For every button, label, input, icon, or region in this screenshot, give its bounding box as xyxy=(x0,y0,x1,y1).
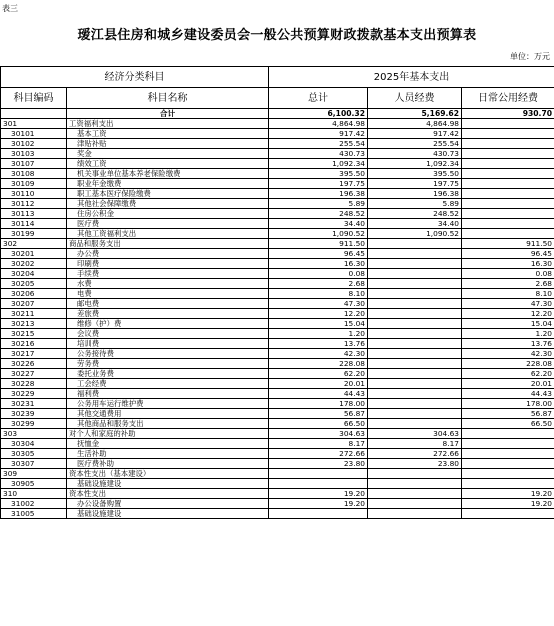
table-row xyxy=(1,489,554,499)
cell-name: 机关事业单位基本养老保险缴费 xyxy=(67,169,269,179)
cell-personnel xyxy=(368,359,462,369)
table-row xyxy=(1,479,554,489)
cell-public xyxy=(462,219,554,229)
cell-public: 96.45 xyxy=(462,249,554,259)
table-row xyxy=(1,239,554,249)
cell-public: 66.50 xyxy=(462,419,554,429)
cell-name: 会议费 xyxy=(67,329,269,339)
cell-public: 19.20 xyxy=(462,499,554,509)
table-row xyxy=(1,449,554,459)
table-row xyxy=(1,269,554,279)
cell-code: 30110 xyxy=(1,189,67,199)
cell-personnel: 255.54 xyxy=(368,139,462,149)
cell-total: 19.20 xyxy=(269,499,368,509)
table-row xyxy=(1,219,554,229)
cell-total xyxy=(269,479,368,489)
cell-name: 培训费 xyxy=(67,339,269,349)
cell-personnel xyxy=(368,509,462,519)
cell-personnel: 34.40 xyxy=(368,219,462,229)
cell-personnel xyxy=(368,499,462,509)
cell-public xyxy=(462,479,554,489)
cell-code: 30202 xyxy=(1,259,67,269)
cell-personnel xyxy=(368,279,462,289)
table-row xyxy=(1,499,554,509)
cell-personnel: 304.63 xyxy=(368,429,462,439)
cell-public xyxy=(462,459,554,469)
table-row xyxy=(1,229,554,239)
cell-personnel xyxy=(368,309,462,319)
table-row xyxy=(1,429,554,439)
table-row xyxy=(1,329,554,339)
cell-personnel: 4,864.98 xyxy=(368,119,462,129)
cell-personnel xyxy=(368,489,462,499)
cell-personnel xyxy=(368,399,462,409)
cell-name: 劳务费 xyxy=(67,359,269,369)
table-row xyxy=(1,309,554,319)
cell-personnel: 395.50 xyxy=(368,169,462,179)
cell-name: 差旅费 xyxy=(67,309,269,319)
table-row xyxy=(1,389,554,399)
cell-name: 资本性支出（基本建设） xyxy=(67,469,269,479)
cell-code: 31002 xyxy=(1,499,67,509)
cell-total: 12.20 xyxy=(269,309,368,319)
cell-personnel xyxy=(368,379,462,389)
header-group-right: 2025年基本支出 xyxy=(269,67,554,88)
sheet-tag: 表三 xyxy=(2,4,18,13)
cell-code: 30206 xyxy=(1,289,67,299)
table-row xyxy=(1,189,554,199)
cell-public: 16.30 xyxy=(462,259,554,269)
cell-name: 办公费 xyxy=(67,249,269,259)
cell-code: 30107 xyxy=(1,159,67,169)
header-personnel: 人员经费 xyxy=(368,88,462,109)
cell-name: 其他社会保障缴费 xyxy=(67,199,269,209)
cell-total: 62.20 xyxy=(269,369,368,379)
cell-total: 47.30 xyxy=(269,299,368,309)
cell-code: 301 xyxy=(1,119,67,129)
cell-public: 228.08 xyxy=(462,359,554,369)
cell-code: 30101 xyxy=(1,129,67,139)
table-row xyxy=(1,289,554,299)
table-row xyxy=(1,409,554,419)
table-row xyxy=(1,509,554,519)
cell-code: 30112 xyxy=(1,199,67,209)
cell-name: 津贴补贴 xyxy=(67,139,269,149)
cell-total: 911.50 xyxy=(269,239,368,249)
table-row xyxy=(1,419,554,429)
cell-total: 1,090.52 xyxy=(269,229,368,239)
table-row xyxy=(1,169,554,179)
cell-total xyxy=(269,469,368,479)
budget-table xyxy=(0,66,554,519)
cell-code: 30307 xyxy=(1,459,67,469)
cell-personnel xyxy=(368,479,462,489)
table-row xyxy=(1,159,554,169)
header-name: 科目名称 xyxy=(67,88,269,109)
cell-code: 30304 xyxy=(1,439,67,449)
cell-public xyxy=(462,449,554,459)
cell-name: 工资福利支出 xyxy=(67,119,269,129)
header-public: 日常公用经费 xyxy=(462,88,554,109)
cell-code: 309 xyxy=(1,469,67,479)
cell-total: 5.89 xyxy=(269,199,368,209)
cell-code: 30199 xyxy=(1,229,67,239)
table-row xyxy=(1,319,554,329)
cell-personnel xyxy=(368,259,462,269)
cell-code: 30227 xyxy=(1,369,67,379)
table-row xyxy=(1,179,554,189)
cell-code: 30228 xyxy=(1,379,67,389)
cell-code: 310 xyxy=(1,489,67,499)
cell-total: 196.38 xyxy=(269,189,368,199)
cell-code: 30205 xyxy=(1,279,67,289)
cell-public: 19.20 xyxy=(462,489,554,499)
cell-public xyxy=(462,439,554,449)
cell-name: 印刷费 xyxy=(67,259,269,269)
cell-public: 62.20 xyxy=(462,369,554,379)
cell-public: 20.01 xyxy=(462,379,554,389)
cell-name: 电费 xyxy=(67,289,269,299)
cell-personnel xyxy=(368,469,462,479)
cell-public xyxy=(462,149,554,159)
cell-personnel xyxy=(368,269,462,279)
cell-public xyxy=(462,129,554,139)
table-row xyxy=(1,119,554,129)
table-row xyxy=(1,209,554,219)
cell-name: 基础设施建设 xyxy=(67,509,269,519)
cell-name: 医疗费补助 xyxy=(67,459,269,469)
cell-total: 248.52 xyxy=(269,209,368,219)
cell-total: 96.45 xyxy=(269,249,368,259)
cell-personnel xyxy=(368,389,462,399)
cell-name: 基本工资 xyxy=(67,129,269,139)
cell-public: 44.43 xyxy=(462,389,554,399)
cell-personnel xyxy=(368,299,462,309)
cell-code: 30215 xyxy=(1,329,67,339)
cell-code: 302 xyxy=(1,239,67,249)
cell-personnel: 272.66 xyxy=(368,449,462,459)
cell-code: 30114 xyxy=(1,219,67,229)
cell-total: 1.20 xyxy=(269,329,368,339)
cell-public: 15.04 xyxy=(462,319,554,329)
cell-name: 其他交通费用 xyxy=(67,409,269,419)
cell-public: 0.08 xyxy=(462,269,554,279)
cell-name: 医疗费 xyxy=(67,219,269,229)
cell-personnel: 5.89 xyxy=(368,199,462,209)
unit-label: 单位：万元 xyxy=(510,52,550,61)
cell-public: 911.50 xyxy=(462,239,554,249)
cell-code: 30229 xyxy=(1,389,67,399)
page-title: 瑷江县住房和城乡建设委员会一般公共预算财政拨款基本支出预算表 xyxy=(77,28,477,43)
cell-personnel: 1,092.34 xyxy=(368,159,462,169)
cell-public: 1.20 xyxy=(462,329,554,339)
cell-public xyxy=(462,139,554,149)
cell-code: 30102 xyxy=(1,139,67,149)
cell-personnel xyxy=(368,239,462,249)
cell-total: 42.30 xyxy=(269,349,368,359)
table-row xyxy=(1,259,554,269)
cell-name: 商品和服务支出 xyxy=(67,239,269,249)
cell-name: 其他工资福利支出 xyxy=(67,229,269,239)
table-row xyxy=(1,139,554,149)
cell-code: 30299 xyxy=(1,419,67,429)
table-row xyxy=(1,359,554,369)
cell-public xyxy=(462,179,554,189)
cell-total: 34.40 xyxy=(269,219,368,229)
cell-total xyxy=(269,509,368,519)
cell-personnel xyxy=(368,369,462,379)
cell-name: 对个人和家庭的补助 xyxy=(67,429,269,439)
cell-public: 47.30 xyxy=(462,299,554,309)
cell-total: 2.68 xyxy=(269,279,368,289)
cell-name: 福利费 xyxy=(67,389,269,399)
cell-code: 30109 xyxy=(1,179,67,189)
cell-name: 职业年金缴费 xyxy=(67,179,269,189)
cell-public xyxy=(462,199,554,209)
cell-total: 0.08 xyxy=(269,269,368,279)
cell-total: 4,864.98 xyxy=(269,119,368,129)
cell-personnel xyxy=(368,249,462,259)
table-row xyxy=(1,469,554,479)
total-label: 合计 xyxy=(67,109,269,119)
cell-public: 42.30 xyxy=(462,349,554,359)
header-total: 总计 xyxy=(269,88,368,109)
cell-name: 委托业务费 xyxy=(67,369,269,379)
cell-code: 30108 xyxy=(1,169,67,179)
cell-total: 19.20 xyxy=(269,489,368,499)
cell-name: 抚恤金 xyxy=(67,439,269,449)
total-public: 930.70 xyxy=(462,109,554,119)
cell-personnel: 196.38 xyxy=(368,189,462,199)
table-row xyxy=(1,379,554,389)
cell-total: 430.73 xyxy=(269,149,368,159)
cell-personnel: 1,090.52 xyxy=(368,229,462,239)
cell-public xyxy=(462,209,554,219)
total-row xyxy=(1,109,554,119)
cell-personnel xyxy=(368,339,462,349)
cell-code: 303 xyxy=(1,429,67,439)
cell-total: 178.00 xyxy=(269,399,368,409)
cell-code: 30305 xyxy=(1,449,67,459)
cell-personnel: 248.52 xyxy=(368,209,462,219)
cell-personnel: 8.17 xyxy=(368,439,462,449)
cell-name: 其他商品和服务支出 xyxy=(67,419,269,429)
cell-public xyxy=(462,429,554,439)
cell-public xyxy=(462,229,554,239)
cell-personnel xyxy=(368,419,462,429)
cell-personnel xyxy=(368,409,462,419)
cell-public: 12.20 xyxy=(462,309,554,319)
cell-personnel: 430.73 xyxy=(368,149,462,159)
table-row xyxy=(1,369,554,379)
total-personnel: 5,169.62 xyxy=(368,109,462,119)
cell-public xyxy=(462,159,554,169)
cell-code: 30217 xyxy=(1,349,67,359)
cell-code: 30231 xyxy=(1,399,67,409)
table-row xyxy=(1,199,554,209)
table-row xyxy=(1,279,554,289)
cell-total: 66.50 xyxy=(269,419,368,429)
cell-name: 基础设施建设 xyxy=(67,479,269,489)
cell-total: 44.43 xyxy=(269,389,368,399)
cell-name: 邮电费 xyxy=(67,299,269,309)
cell-name: 公务用车运行维护费 xyxy=(67,399,269,409)
cell-code: 31005 xyxy=(1,509,67,519)
table-row xyxy=(1,299,554,309)
cell-name: 工会经费 xyxy=(67,379,269,389)
cell-code: 30113 xyxy=(1,209,67,219)
cell-public: 13.76 xyxy=(462,339,554,349)
cell-total: 23.80 xyxy=(269,459,368,469)
cell-public xyxy=(462,119,554,129)
table-row xyxy=(1,339,554,349)
table-row xyxy=(1,349,554,359)
cell-total: 16.30 xyxy=(269,259,368,269)
cell-name: 手续费 xyxy=(67,269,269,279)
cell-code: 30103 xyxy=(1,149,67,159)
cell-public xyxy=(462,509,554,519)
table-row xyxy=(1,249,554,259)
cell-personnel: 197.75 xyxy=(368,179,462,189)
cell-total: 20.01 xyxy=(269,379,368,389)
cell-name: 绩效工资 xyxy=(67,159,269,169)
cell-name: 住房公积金 xyxy=(67,209,269,219)
table-row xyxy=(1,129,554,139)
cell-personnel: 917.42 xyxy=(368,129,462,139)
cell-public: 2.68 xyxy=(462,279,554,289)
cell-total: 197.75 xyxy=(269,179,368,189)
cell-personnel xyxy=(368,319,462,329)
table-row xyxy=(1,149,554,159)
cell-total: 13.76 xyxy=(269,339,368,349)
cell-code: 30905 xyxy=(1,479,67,489)
cell-name: 水费 xyxy=(67,279,269,289)
cell-total: 255.54 xyxy=(269,139,368,149)
cell-name: 奖金 xyxy=(67,149,269,159)
cell-name: 资本性支出 xyxy=(67,489,269,499)
cell-total: 304.63 xyxy=(269,429,368,439)
cell-personnel xyxy=(368,329,462,339)
cell-total: 272.66 xyxy=(269,449,368,459)
cell-public: 8.10 xyxy=(462,289,554,299)
cell-code: 30207 xyxy=(1,299,67,309)
cell-name: 职工基本医疗保险缴费 xyxy=(67,189,269,199)
cell-personnel: 23.80 xyxy=(368,459,462,469)
cell-code: 30239 xyxy=(1,409,67,419)
cell-code: 30213 xyxy=(1,319,67,329)
cell-total: 8.17 xyxy=(269,439,368,449)
total-sum: 6,100.32 xyxy=(269,109,368,119)
cell-code: 30201 xyxy=(1,249,67,259)
cell-total: 917.42 xyxy=(269,129,368,139)
cell-public xyxy=(462,169,554,179)
cell-public: 178.00 xyxy=(462,399,554,409)
cell-personnel xyxy=(368,349,462,359)
cell-code: 30226 xyxy=(1,359,67,369)
cell-code: 30211 xyxy=(1,309,67,319)
cell-name: 办公设备购置 xyxy=(67,499,269,509)
cell-name: 公务接待费 xyxy=(67,349,269,359)
table-row xyxy=(1,439,554,449)
cell-public xyxy=(462,189,554,199)
cell-code: 30216 xyxy=(1,339,67,349)
cell-total: 8.10 xyxy=(269,289,368,299)
header-group-left: 经济分类科目 xyxy=(1,67,269,88)
cell-public xyxy=(462,469,554,479)
cell-total: 56.87 xyxy=(269,409,368,419)
cell-name: 生活补助 xyxy=(67,449,269,459)
cell-name: 维修（护）费 xyxy=(67,319,269,329)
header-code: 科目编码 xyxy=(1,88,67,109)
cell-total: 228.08 xyxy=(269,359,368,369)
cell-public: 56.87 xyxy=(462,409,554,419)
total-code xyxy=(1,109,67,119)
cell-total: 15.04 xyxy=(269,319,368,329)
cell-personnel xyxy=(368,289,462,299)
cell-code: 30204 xyxy=(1,269,67,279)
table-row xyxy=(1,459,554,469)
cell-total: 1,092.34 xyxy=(269,159,368,169)
cell-total: 395.50 xyxy=(269,169,368,179)
table-row xyxy=(1,399,554,409)
